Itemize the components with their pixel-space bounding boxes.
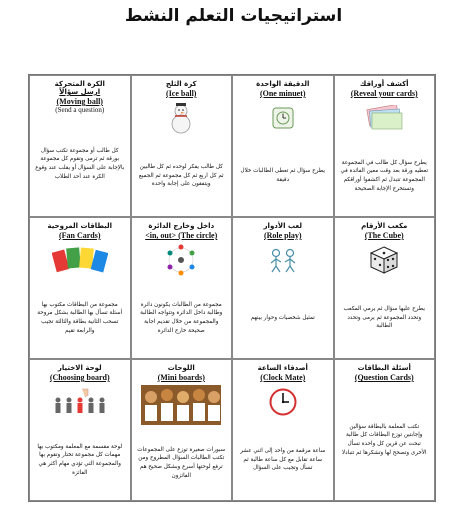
strategy-title-ar: الدقيقة الواحدة bbox=[256, 80, 310, 88]
strategy-card-question-cards bbox=[334, 359, 436, 501]
strategy-title-ar: داخل وخارج الدائرة bbox=[148, 222, 215, 230]
strategy-title-en: (Question Cards) bbox=[354, 373, 414, 382]
role-play-icon bbox=[266, 243, 300, 277]
strategy-title-en: (Ice ball) bbox=[166, 89, 197, 98]
strategy-card-role-play bbox=[232, 217, 334, 359]
strategy-description: تكتب المعلمة بالبطاقة سؤالين وإجابتين توزع البطاقات كل طالبة تبحث عن قرين كل واحدة تسأل الأخرى وتصحح لها وتشكرها ثم تتبادلا bbox=[341, 423, 427, 456]
strategy-card-cube bbox=[334, 217, 436, 359]
strategy-description: لوحة مقسمة مع المعلمة ومكتوب بها مهمات كل مجموعة تختار وتقوم بها والمجموعة التي تؤدي مهام أكثر هي الفائزة bbox=[37, 443, 123, 476]
strategy-card-mini-boards bbox=[131, 359, 233, 501]
strategy-description: مجموعة من الطالبات يكونون دائرة وطالبة داخل الدائرة وتتواجه الطالبة والمجموعة من خلال تقديم اجابة صحيحة خارج الدائرة bbox=[140, 301, 223, 334]
strategy-title-en: (Clock Mate) bbox=[260, 373, 306, 382]
strategy-title-en: (Reveal your cards) bbox=[350, 89, 418, 98]
strategy-title-en: (Role play) bbox=[263, 231, 302, 240]
strategy-title-ar: أسئلة البطاقات bbox=[357, 364, 411, 372]
strategy-title-en: (Choosing board) bbox=[49, 373, 110, 382]
strategy-card-reveal-cards bbox=[334, 75, 436, 217]
clock-icon bbox=[268, 385, 298, 419]
strategy-title-en: (One minuet) bbox=[259, 89, 306, 98]
strategy-title-ar: لوحة الاختيار bbox=[57, 364, 102, 372]
strategy-subtitle-en: (Send a question) bbox=[55, 106, 105, 114]
strategy-title-en: (Moving ball) bbox=[56, 97, 103, 106]
strategy-description: ساعة مرقمة من واحد إلى اثني عشر ساعة تقابل مع كل ساعة طالبة ثم تسأل وتجيب على السؤال bbox=[240, 448, 326, 472]
fan-cards-icon bbox=[52, 243, 108, 277]
strategy-title-en: (Fan Cards) bbox=[58, 231, 101, 240]
strategy-title-ar: أكشف أوراقك bbox=[359, 80, 409, 88]
strategy-description: يطرح سؤال كل طالب في المجموعة تعطيه ورقة بعد وقت معين الفائدة في المجموعة تتبدل ثم اكشفوا أوراقكم وتستخرج الإجابة الصحيحة bbox=[340, 159, 429, 192]
strategy-title-en: (Mini boards) bbox=[157, 373, 205, 382]
snowman-icon bbox=[168, 101, 194, 135]
strategy-description: سبورات صغيرة توزع على المجموعات تكتب الطالبات السؤال المطروح ومن ترفع لوحتها أسرع وبشكل صحيح هم الفائزون bbox=[137, 446, 226, 479]
strategy-description: يطرح سؤال ثم تعطى الطالبات خلال دقيقة bbox=[240, 168, 325, 183]
strategy-title-ar: مكعب الأرقام bbox=[361, 222, 408, 230]
strategy-description: تمثيل شخصيات وحوار بينهم bbox=[250, 314, 315, 321]
strategy-title-ar: لعب الأدوار bbox=[263, 222, 302, 230]
strategy-title-ar: الكرة المتحركة bbox=[54, 80, 105, 88]
strategies-grid bbox=[28, 74, 436, 502]
strategy-title-en: (The Cube) bbox=[364, 231, 404, 240]
strategy-card-one-minute bbox=[232, 75, 334, 217]
strategy-description: كل طالب أو مجموعة تكتب سؤال بورقة ثم ترمى وتقوم كل مجموعة بالإجابة على السؤال أو يقلب عند وقوع الكرة عند أحد الطلاب bbox=[35, 147, 125, 180]
page-title: استراتيجيات التعلم النشط bbox=[124, 6, 343, 26]
card-stack-icon bbox=[362, 101, 406, 135]
strategy-title-ar: البطاقات المروحية bbox=[47, 222, 113, 230]
strategy-card-choosing-board bbox=[29, 359, 131, 501]
strategy-description: كل طالب يفكر لوحده ثم كل طالبين ثم كل اربع ثم كل مجموعة ثم الجميع ويتفقون على إجابة واحدة bbox=[138, 164, 224, 188]
strategy-card-circle bbox=[131, 217, 233, 359]
mini-boards-photo bbox=[141, 385, 221, 425]
strategy-description: يطرح عليها سؤال ثم يرمي المكعب وتحدد المجموعة ثم يرمى وتحدد الطالبة bbox=[343, 306, 425, 330]
strategy-subtitle-ar: ارسل سؤالاً bbox=[59, 88, 101, 96]
strategy-card-fan-cards bbox=[29, 217, 131, 359]
choosing-board-icon bbox=[52, 385, 108, 419]
strategy-card-clock-mate bbox=[232, 359, 334, 501]
one-minute-timer-icon bbox=[272, 101, 294, 135]
strategy-title-en: <in, out> (The circle) bbox=[145, 231, 218, 240]
strategy-card-ice-ball bbox=[131, 75, 233, 217]
circle-people-icon bbox=[164, 243, 198, 277]
strategy-title-ar: كرة الثلج bbox=[165, 80, 197, 88]
dice-icon bbox=[369, 243, 399, 277]
strategy-card-moving-ball bbox=[29, 75, 131, 217]
strategy-title-ar: أصدقاء الساعة bbox=[257, 364, 308, 372]
strategy-title-ar: اللوحات bbox=[167, 364, 195, 372]
strategy-description: مجموعة من البطاقات مكتوب بها أسئلة تسأل بها الطالبة بشكل مروحة تسحب الثانية بطاقة والثالثة تجيب والرابعة تقيم bbox=[37, 301, 123, 334]
